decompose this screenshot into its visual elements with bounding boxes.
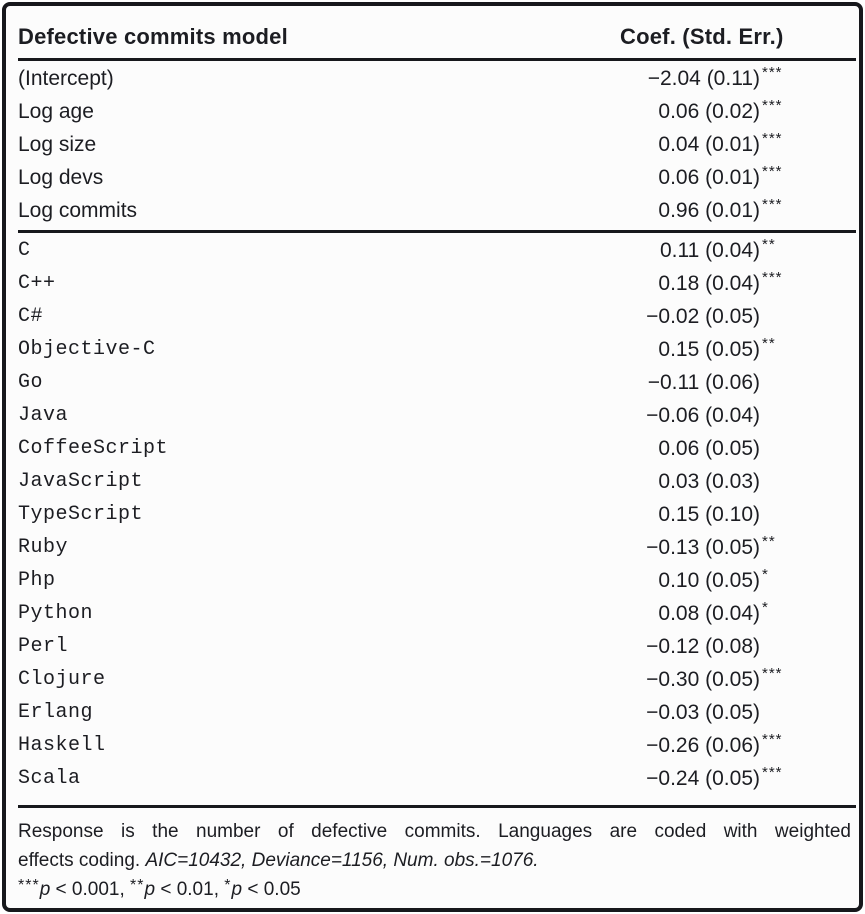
coefficient-value: −0.30 (0.05)	[646, 667, 760, 691]
coefficient-value: 0.10 (0.05)	[658, 568, 760, 592]
significance-stars: ***	[762, 163, 783, 180]
predictor-label: C#	[18, 305, 44, 328]
significance-stars: ***	[762, 196, 783, 213]
table-row	[18, 465, 856, 498]
coefficient-value: −0.12 (0.08)	[646, 634, 760, 658]
coefficient-cell	[620, 196, 856, 223]
coefficient-cell	[620, 635, 856, 659]
significance-stars: *	[762, 566, 769, 583]
coefficient-cell	[620, 335, 856, 362]
table-row	[18, 95, 856, 128]
p-symbol: p	[39, 879, 51, 900]
significance-stars: *	[224, 877, 232, 894]
coefficient-value: 0.04 (0.01)	[658, 132, 760, 156]
significance-stars: **	[130, 877, 145, 894]
table-row	[18, 333, 856, 366]
footnote-line2	[18, 846, 851, 875]
coefficient-cell	[620, 130, 856, 157]
coefficient-cell	[620, 404, 856, 428]
coefficient-value: −0.02 (0.05)	[646, 304, 760, 328]
predictor-label: Php	[18, 569, 56, 592]
predictor-label: Log size	[18, 132, 97, 156]
predictor-label: Log age	[18, 99, 94, 123]
table-row	[18, 432, 856, 465]
footnote	[18, 808, 856, 905]
predictor-label: JavaScript	[18, 470, 144, 493]
coefficient-value: 0.11 (0.04)	[659, 238, 760, 262]
coefficient-cell	[620, 701, 856, 725]
section-languages	[18, 233, 856, 805]
table-row	[18, 128, 856, 161]
table-row	[18, 300, 856, 333]
predictor-label: TypeScript	[18, 503, 144, 526]
table-row	[18, 234, 856, 267]
coefficient-value: −0.26 (0.06)	[646, 733, 760, 757]
coefficient-value: 0.18 (0.04)	[658, 271, 760, 295]
coefficient-cell	[620, 97, 856, 124]
table-row	[18, 161, 856, 194]
table-row	[18, 531, 856, 564]
table-row	[18, 194, 856, 227]
significance-stars: *	[762, 599, 769, 616]
column-header-coef: Coef. (Std. Err.)	[620, 24, 784, 49]
predictor-label: CoffeeScript	[18, 437, 169, 460]
coefficient-value: 0.06 (0.05)	[658, 436, 760, 460]
significance-stars: ***	[762, 731, 783, 748]
table-frame	[2, 2, 863, 912]
table-row	[18, 399, 856, 432]
coefficient-cell	[620, 269, 856, 296]
predictor-label: Python	[18, 602, 94, 625]
coefficient-value: 0.08 (0.04)	[658, 601, 760, 625]
coefficient-cell	[620, 665, 856, 692]
coefficient-value: −0.13 (0.05)	[646, 535, 760, 559]
coefficient-value: 0.06 (0.01)	[658, 165, 760, 189]
predictor-label: Perl	[18, 635, 69, 658]
coefficient-value: 0.96 (0.01)	[658, 198, 760, 222]
predictor-label: (Intercept)	[18, 66, 114, 90]
predictor-label: Clojure	[18, 668, 106, 691]
section-controls	[18, 61, 856, 230]
table-content	[6, 6, 859, 908]
predictor-label: Log commits	[18, 198, 138, 222]
table-row	[18, 564, 856, 597]
significance-stars: ***	[762, 764, 783, 781]
predictor-label: Erlang	[18, 701, 94, 724]
coefficient-cell	[620, 236, 856, 263]
table-title: Defective commits model	[18, 24, 288, 49]
predictor-label: Java	[18, 404, 69, 427]
predictor-label: Scala	[18, 767, 81, 790]
coefficient-value: 0.06 (0.02)	[658, 99, 760, 123]
significance-stars: **	[762, 236, 776, 253]
predictor-label: C++	[18, 272, 56, 295]
coefficient-value: 0.15 (0.10)	[658, 502, 760, 526]
significance-stars: ***	[762, 130, 783, 147]
coefficient-value: 0.03 (0.03)	[658, 469, 760, 493]
significance-stars: ***	[762, 97, 783, 114]
table-row	[18, 663, 856, 696]
p-symbol: p	[231, 879, 243, 900]
footnote-model-stats: AIC=10432, Deviance=1156, Num. obs.=1076.	[145, 850, 539, 871]
significance-stars: ***	[762, 269, 783, 286]
coefficient-cell	[620, 163, 856, 190]
coefficient-cell	[620, 533, 856, 560]
table-row	[18, 597, 856, 630]
coefficient-value: −2.04 (0.11)	[647, 66, 760, 90]
coefficient-value: −0.03 (0.05)	[646, 700, 760, 724]
coefficient-value: 0.15 (0.05)	[658, 337, 760, 361]
coefficient-cell	[620, 566, 856, 593]
table-row	[18, 696, 856, 729]
coefficient-cell	[620, 64, 856, 91]
table-row	[18, 366, 856, 399]
table-row	[18, 630, 856, 663]
coefficient-cell	[620, 599, 856, 626]
significance-stars: ***	[18, 877, 40, 894]
p-symbol: p	[144, 879, 156, 900]
significance-stars: **	[762, 533, 776, 550]
footnote-line2-regular: effects coding.	[18, 850, 146, 871]
coefficient-value: −0.11 (0.06)	[647, 370, 760, 394]
coefficient-cell	[620, 305, 856, 329]
table-row	[18, 62, 856, 95]
predictor-label: Go	[18, 371, 44, 394]
significance-stars: ***	[762, 665, 783, 682]
coefficient-cell	[620, 371, 856, 395]
significance-note: ***p < 0.001, **p < 0.01, *p < 0.05	[18, 877, 301, 900]
predictor-label: Ruby	[18, 536, 69, 559]
coefficient-cell	[620, 764, 856, 791]
coefficient-cell	[620, 437, 856, 461]
predictor-label: Objective-C	[18, 338, 156, 361]
coefficient-cell	[620, 503, 856, 527]
predictor-label: Haskell	[18, 734, 106, 757]
table-row	[18, 762, 856, 795]
coefficient-value: −0.06 (0.04)	[646, 403, 760, 427]
predictor-label: Log devs	[18, 165, 104, 189]
predictor-label: C	[18, 239, 31, 262]
table-row	[18, 729, 856, 762]
footnote-line1: Response is the number of defective commits. Languages are coded with weighted	[18, 821, 851, 842]
coefficient-value: −0.24 (0.05)	[646, 766, 760, 790]
significance-stars: **	[762, 335, 776, 352]
table-header-row	[18, 6, 856, 58]
coefficient-cell	[620, 731, 856, 758]
significance-stars: ***	[762, 64, 783, 81]
table-row	[18, 498, 856, 531]
coefficient-cell	[620, 470, 856, 494]
table-row	[18, 267, 856, 300]
